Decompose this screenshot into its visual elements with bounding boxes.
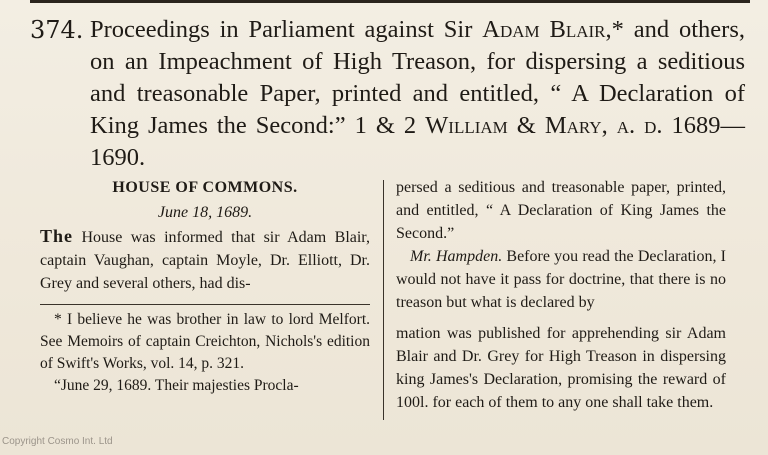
- speaker-text: Before you read the Declaration, I would not have it pass for doctrine, that there is no treason but what is declared by: [396, 248, 726, 311]
- text-columns: [40, 176, 745, 431]
- right-paragraph-1: persed a seditious and treasonable paper, printed, and entitled, “ A Declaration of King James the Second.”: [396, 179, 726, 242]
- right-paragraph-2: [396, 245, 726, 314]
- date-line: June 18, 1689.: [157, 204, 253, 221]
- entry-number: 374.: [30, 16, 84, 44]
- footnote-2: “June 29, 1689. Their majesties Procla-: [54, 377, 299, 394]
- drop-word: The: [40, 226, 74, 246]
- title-name: Adam Blair,: [482, 16, 612, 43]
- right-column: [396, 176, 726, 414]
- title-part-2: * and others, on an Impeachment of High Treason, for dispersing a seditious and treasonable Paper, printed and entitled, “ A Declaration of King James the Second:” 1 & 2: [90, 16, 745, 139]
- footnote-rule: [40, 304, 370, 305]
- house-heading: HOUSE OF COMMONS.: [112, 179, 298, 196]
- speaker-name: Mr. Hampden.: [410, 248, 503, 265]
- copyright-watermark: Copyright Cosmo Int. Ltd: [2, 436, 113, 447]
- right-paragraph-3: mation was published for apprehending sir Adam Blair and Dr. Grey for High Treason in dispersing king James's Declaration, promising the reward of 100l. for each of them to any one shall take them.: [396, 325, 726, 411]
- left-column: [40, 176, 370, 397]
- title-part-1: Proceedings in Parliament against Sir: [90, 16, 483, 43]
- footnote-1: * I believe he was brother in law to lord Melfort. See Memoirs of captain Creichton, Nichols's edition of Swift's Works, vol. 14, p. 321.: [40, 311, 370, 372]
- title-part-3: a. d. 1689—1690.: [90, 112, 746, 171]
- left-body-paragraph: [40, 225, 370, 295]
- top-rule: [30, 0, 750, 3]
- entry-heading: [30, 14, 745, 174]
- title-monarchs: William & Mary,: [425, 112, 608, 139]
- column-divider: [383, 180, 384, 420]
- spacer: [396, 314, 726, 322]
- left-body-text: House was informed that sir Adam Blair, captain Vaughan, captain Moyle, Dr. Elliott, Dr. Grey and several others, had dis-: [40, 229, 370, 292]
- entry-title: [90, 14, 745, 174]
